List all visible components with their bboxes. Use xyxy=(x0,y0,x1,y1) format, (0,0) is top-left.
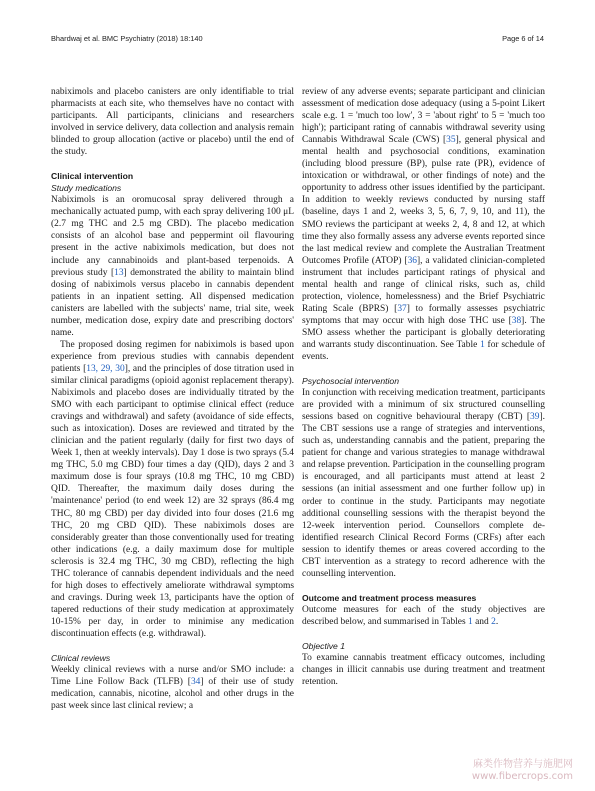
paragraph: Weekly clinical reviews with a nurse and/or SMO include: a Time Line Follow Back (TLFB) [34] of their use of study medication, cannabis, nicotine, alcohol and other drugs in the past week since last clinical review; a xyxy=(51,665,294,712)
watermark xyxy=(472,759,573,783)
watermark-line-2: www.fibercrops.com xyxy=(471,771,573,782)
paragraph: Nabiximols is an oromucosal spray delivered through a mechanically actuated pump, with each spray delivering 100 μL (2.7 mg THC and 2.5 mg CBD). The placebo medication consists of an alcohol base and peppermint oil flavouring present in the active nabiximols medication, but does not include any cannabinoids and plant-based terpenoids. A previous study [13] demonstrated the ability to maintain blind dosing of nabiximols versus placebo in cannabis dependent patients in an inpatient setting. All dispensed medication canisters are labelled with the subjects' name, trial site, week number, medication dose, expiry date and prescribing doctors' name. xyxy=(51,195,294,338)
table-link[interactable]: 1 xyxy=(480,339,485,350)
running-header-citation: Bhardwaj et al. BMC Psychiatry (2018) 18:140 xyxy=(51,34,203,43)
paragraph: In conjunction with receiving medication treatment, participants are provided with a minimum of six structured counselling sessions based on cognitive behavioural therapy (CBT) [39]. The CBT sessions use a range of strategies and interventions, such as, understanding cannabis and the patient, preparing the patient for change and various strategies to manage withdrawal and relapse prevention. Participation in the counselling program is encouraged, and all participants must attend at least 2 sessions (an initial assessment and one further follow up) in order to continue in the study. Participants may negotiate additional counselling sessions with the therapist beyond the 12-week intervention period. Counsellors complete de-identified research Clinical Record Forms (CRFs) after each session to identify themes or areas covered according to the CBT intervention as a strategy to record adherence with the counselling intervention. xyxy=(302,388,545,579)
paragraph: review of any adverse events; separate participant and clinician assessment of medication dose adequacy (using a 5-point Likert scale e.g. 1 = 'much too low', 3 = 'about right' to 5 = 'much too high'); participant rating of cannabis withdrawal severity using Cannabis Withdrawal Scale (CWS) [35], general physical and mental health and psychosocial conditions, examination (including blood pressure (BP), pulse rate (PR), evidence of intoxication or withdrawal, or other findings of note) and the opportunity to address other issues identified by the participant. In addition to weekly reviews conducted by nursing staff (baseline, days 1 and 2, weeks 3, 5, 6, 7, 9, 10, and 11), the SMO reviews the participant at weeks 2, 4, 8 and 12, at which time they also formally assess any adverse events reported since the last medical review and complete the Australian Treatment Outcomes Profile (ATOP) [36], a validated clinician-completed instrument that includes participant ratings of physical and mental health and range of clinical risks, such as, child protection, violence, homelessness) and the Brief Psychiatric Rating Scale (BPRS) [37] to formally assesses psychiatric symptoms that may occur with high dose THC use [38]. The SMO assess whether the participant is globally deteriorating and warrants study discontinuation. See Table 1 for schedule of events. xyxy=(302,87,545,363)
paragraph: The proposed dosing regimen for nabiximols is based upon experience from previous studies with cannabis dependent patients [13, 29, 30], and the principles of dose titration used in similar clinical paradigms (opioid agonist replacement therapy). Nabiximols and placebo doses are individually titrated by the SMO with each participant to optimise clinical effect (reduce cravings and withdrawal) and safety (avoidance of side effects, such as intoxication). Doses are reviewed and titrated by the clinician and the patient regularly (daily for first two days of Week 1, then at weekly intervals). Day 1 dose is two sprays (5.4 mg THC, 5.0 mg CBD) four times a day (QID), days 2 and 3 maximum dose is four sprays (10.8 mg THC, 10 mg CBD) QID. Thereafter, the maximum daily doses during the 'maintenance' period (to end week 12) are 32 sprays (86.4 mg THC, 80 mg CBD) per day divided into four doses (21.6 mg THC, 20 mg CBD QID). These nabiximols doses are considerably greater than those conventionally used for treating other indications (e.g. a daily maximum dose for multiple sclerosis is 32.4 mg THC, 30 mg CBD), reflecting the high THC tolerance of cannabis dependent individuals and the need for high doses to effectively ameliorate withdrawal symptoms and cravings. During week 13, participants have the option of tapered reductions of their study medication at approximately 10-15% per day, in order to minimise any medication discontinuation effects (e.g. withdrawal). xyxy=(51,339,294,639)
page-number: Page 6 of 14 xyxy=(502,34,544,43)
citation-link[interactable]: 36 xyxy=(407,255,418,266)
citation-link[interactable]: 34 xyxy=(190,677,201,688)
subheading-psychosocial-intervention: Psychosocial intervention xyxy=(302,376,399,387)
citation-link[interactable]: 35 xyxy=(446,135,456,146)
paragraph: Outcome measures for each of the study objectives are described below, and summarised in Tables 1 and 2. xyxy=(302,604,545,627)
table-link[interactable]: 1 xyxy=(468,616,473,627)
section-heading-outcome-measures: Outcome and treatment process measures xyxy=(302,592,477,603)
watermark-line-1: 麻类作物营养与施肥网 xyxy=(473,759,573,770)
subheading-objective-1: Objective 1 xyxy=(302,640,345,651)
subheading-study-medications: Study medications xyxy=(51,183,122,194)
citation-link[interactable]: 13, 29, 30 xyxy=(86,363,125,374)
paragraph: To examine cannabis treatment efficacy outcomes, including changes in illicit cannabis use during treatment and treatment retention. xyxy=(302,652,545,688)
citation-link[interactable]: 13 xyxy=(114,267,124,278)
citation-link[interactable]: 39 xyxy=(530,412,540,423)
left-column xyxy=(51,86,294,712)
citation-link[interactable]: 37 xyxy=(397,303,407,314)
table-link[interactable]: 2 xyxy=(491,616,496,627)
paragraph: nabiximols and placebo canisters are only identifiable to trial pharmacists at each site, who themselves have no contact with participants. All participants, clinicians and researchers involved in service delivery, data collection and analysis remain blinded to group allocation (active or placebo) until the end of the study. xyxy=(51,87,294,158)
right-column xyxy=(302,86,545,688)
citation-link[interactable]: 38 xyxy=(511,315,522,326)
subheading-clinical-reviews: Clinical reviews xyxy=(51,653,111,664)
section-heading-clinical-intervention: Clinical intervention xyxy=(51,171,134,182)
